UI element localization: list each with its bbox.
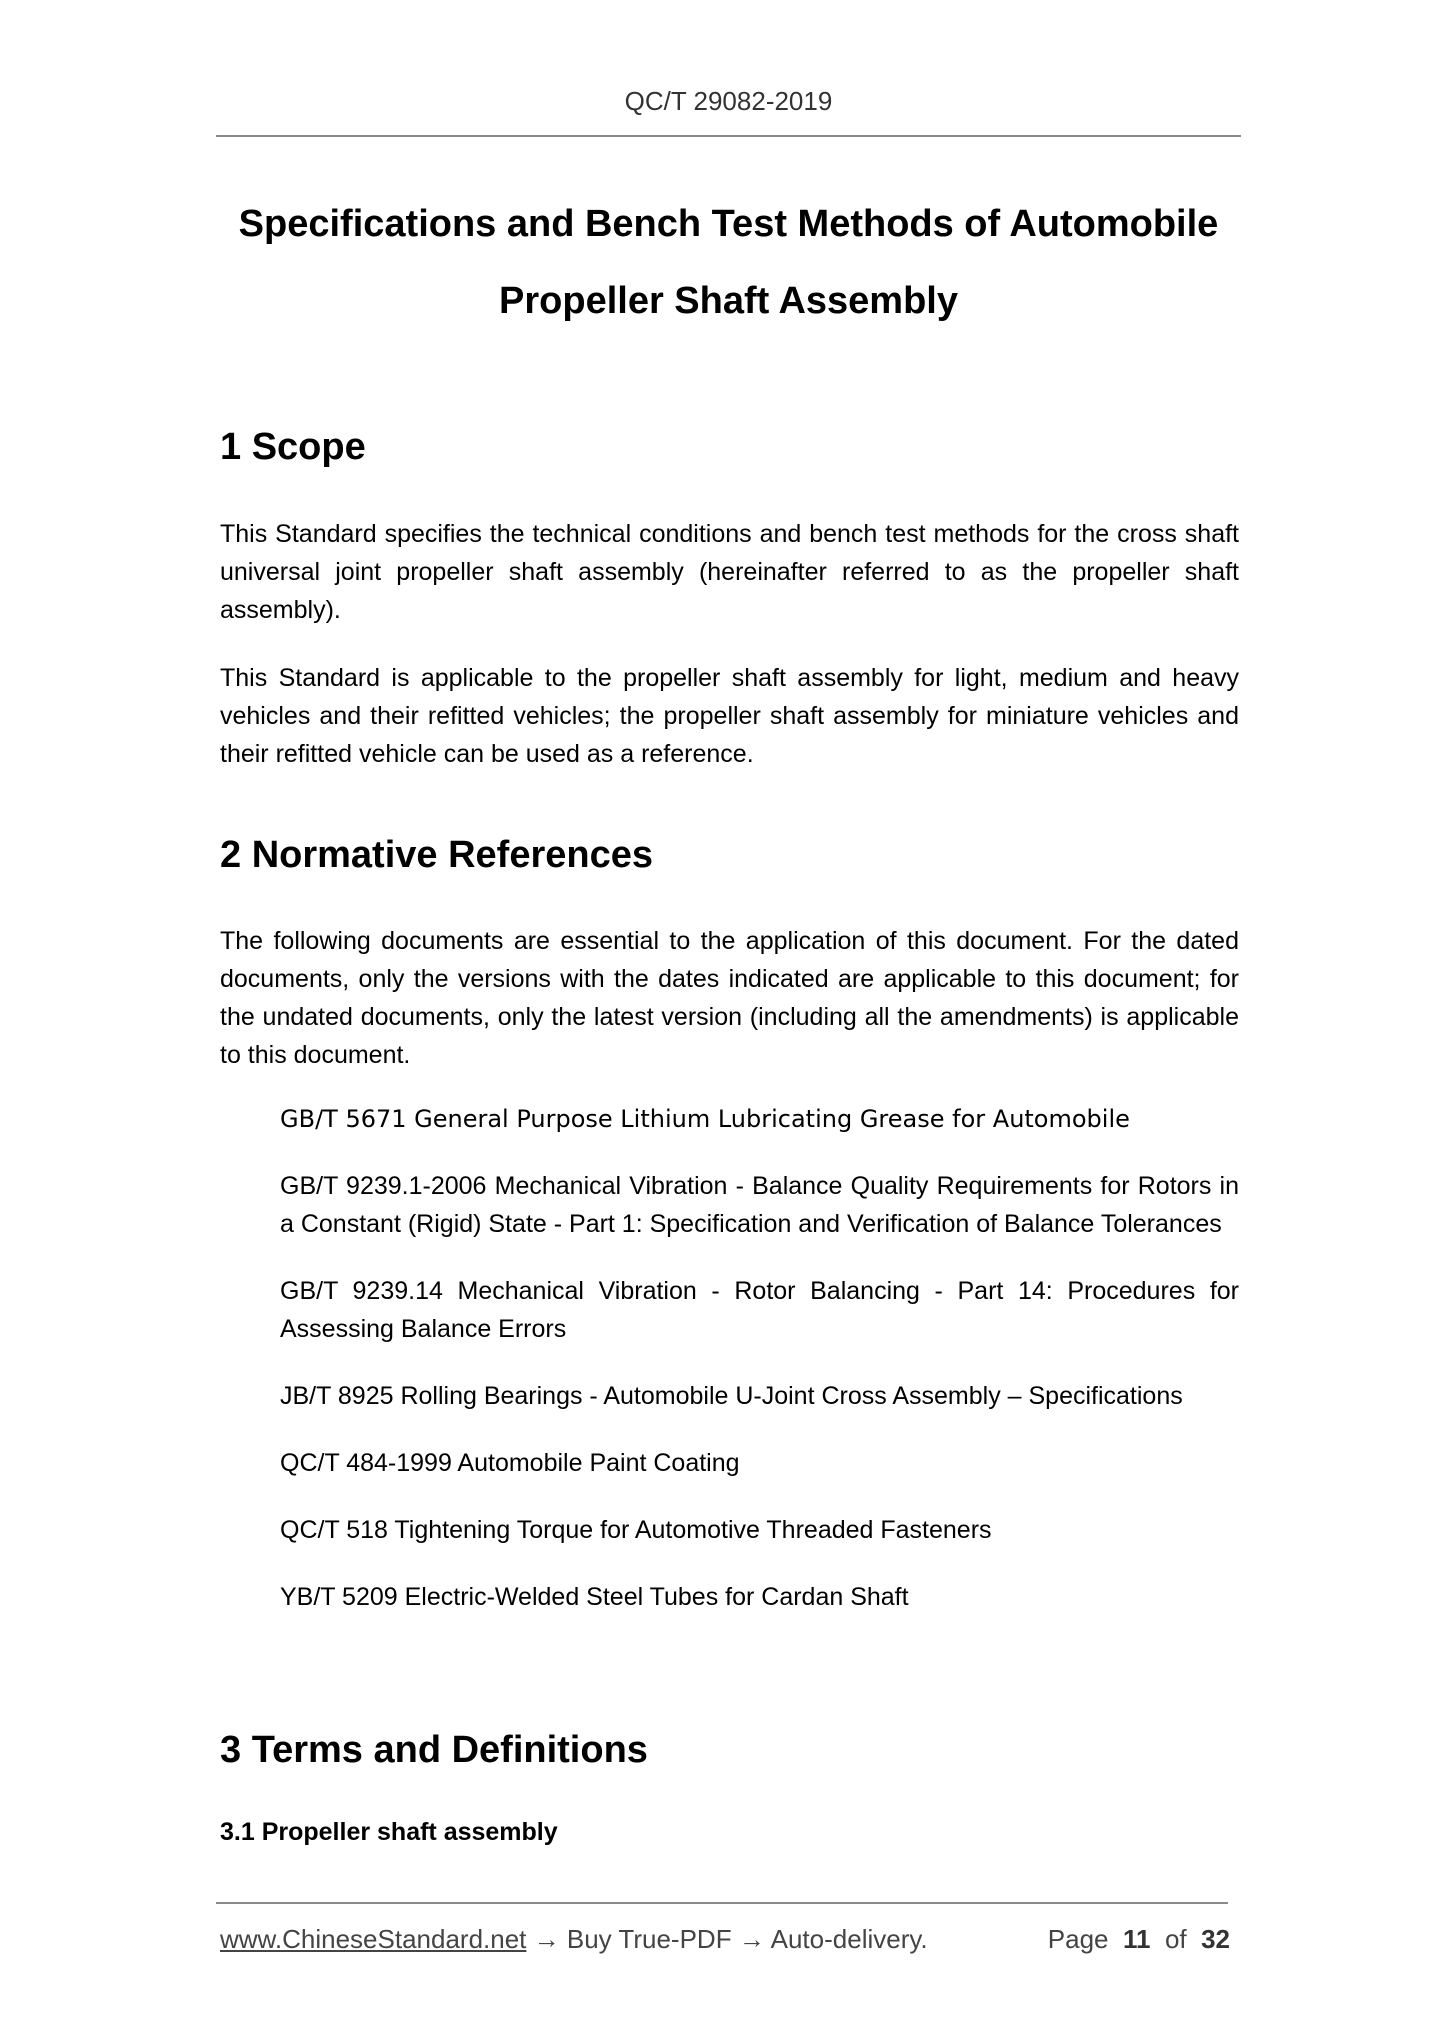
page-current: 11 <box>1122 1924 1151 1954</box>
reference-item: JB/T 8925 Rolling Bearings - Automobile U-Joint Cross Assembly – Specifications <box>280 1382 1183 1410</box>
footer-promo <box>220 1921 928 1957</box>
scope-paragraph-2: This Standard is applicable to the propeller shaft assembly for light, medium and heavy vehicles and their refitted vehicles; the propeller shaft assembly for miniature vehicles and their refitted vehicle can be used as a reference. <box>220 664 1239 768</box>
scope-paragraph-1: This Standard specifies the technical conditions and bench test methods for the cross shaft universal joint propeller shaft assembly (hereinafter referred to as the propeller shaft assembly). <box>220 520 1239 624</box>
page-of: of <box>1164 1924 1187 1954</box>
footer-divider <box>216 1902 1228 1904</box>
section-heading-terms-definitions: 3 Terms and Definitions <box>220 1729 648 1771</box>
reference-item: GB/T 5671 General Purpose Lithium Lubricating Grease for Automobile <box>280 1105 1130 1133</box>
page-number <box>1048 1921 1230 1957</box>
document-title <box>216 186 1241 340</box>
subsection-heading-propeller-shaft-assembly: 3.1 Propeller shaft assembly <box>220 1818 558 1846</box>
arrow-icon: → <box>533 1924 560 1954</box>
reference-item: QC/T 518 Tightening Torque for Automotive Threaded Fasteners <box>280 1516 992 1544</box>
reference-item: QC/T 484-1999 Automobile Paint Coating <box>280 1449 740 1477</box>
reference-item: GB/T 9239.1-2006 Mechanical Vibration - Balance Quality Requirements for Rotors in a Constant (Rigid) State - Part 1: Specification and Verification of Balance Tolerances <box>280 1172 1239 1238</box>
title-line-1: Specifications and Bench Test Methods of Automobile <box>238 203 1219 245</box>
page-total: 32 <box>1201 1924 1230 1954</box>
header-divider <box>216 135 1241 137</box>
reference-item: YB/T 5209 Electric-Welded Steel Tubes for Cardan Shaft <box>280 1583 909 1611</box>
normative-references-intro: The following documents are essential to the application of this document. For the dated documents, only the versions with the dates indicated are applicable to this document; for the undated documents, only the latest version (including all the amendments) is applicable to this document. <box>220 927 1239 1069</box>
title-line-2: Propeller Shaft Assembly <box>499 280 958 322</box>
document-code-header: QC/T 29082-2019 <box>624 86 833 116</box>
section-heading-scope: 1 Scope <box>220 426 366 468</box>
website-link[interactable]: www.ChineseStandard.net <box>220 1924 527 1954</box>
page-label: Page <box>1047 1924 1109 1954</box>
arrow-icon: → <box>738 1924 765 1954</box>
reference-list <box>280 1100 1239 1645</box>
footer-delivery-text: Auto-delivery. <box>770 1924 928 1954</box>
section-heading-normative-references: 2 Normative References <box>220 834 653 876</box>
footer-buy-text: Buy True-PDF <box>566 1924 732 1954</box>
reference-item: GB/T 9239.14 Mechanical Vibration - Rotor Balancing - Part 14: Procedures for Assessing Balance Errors <box>280 1277 1239 1343</box>
